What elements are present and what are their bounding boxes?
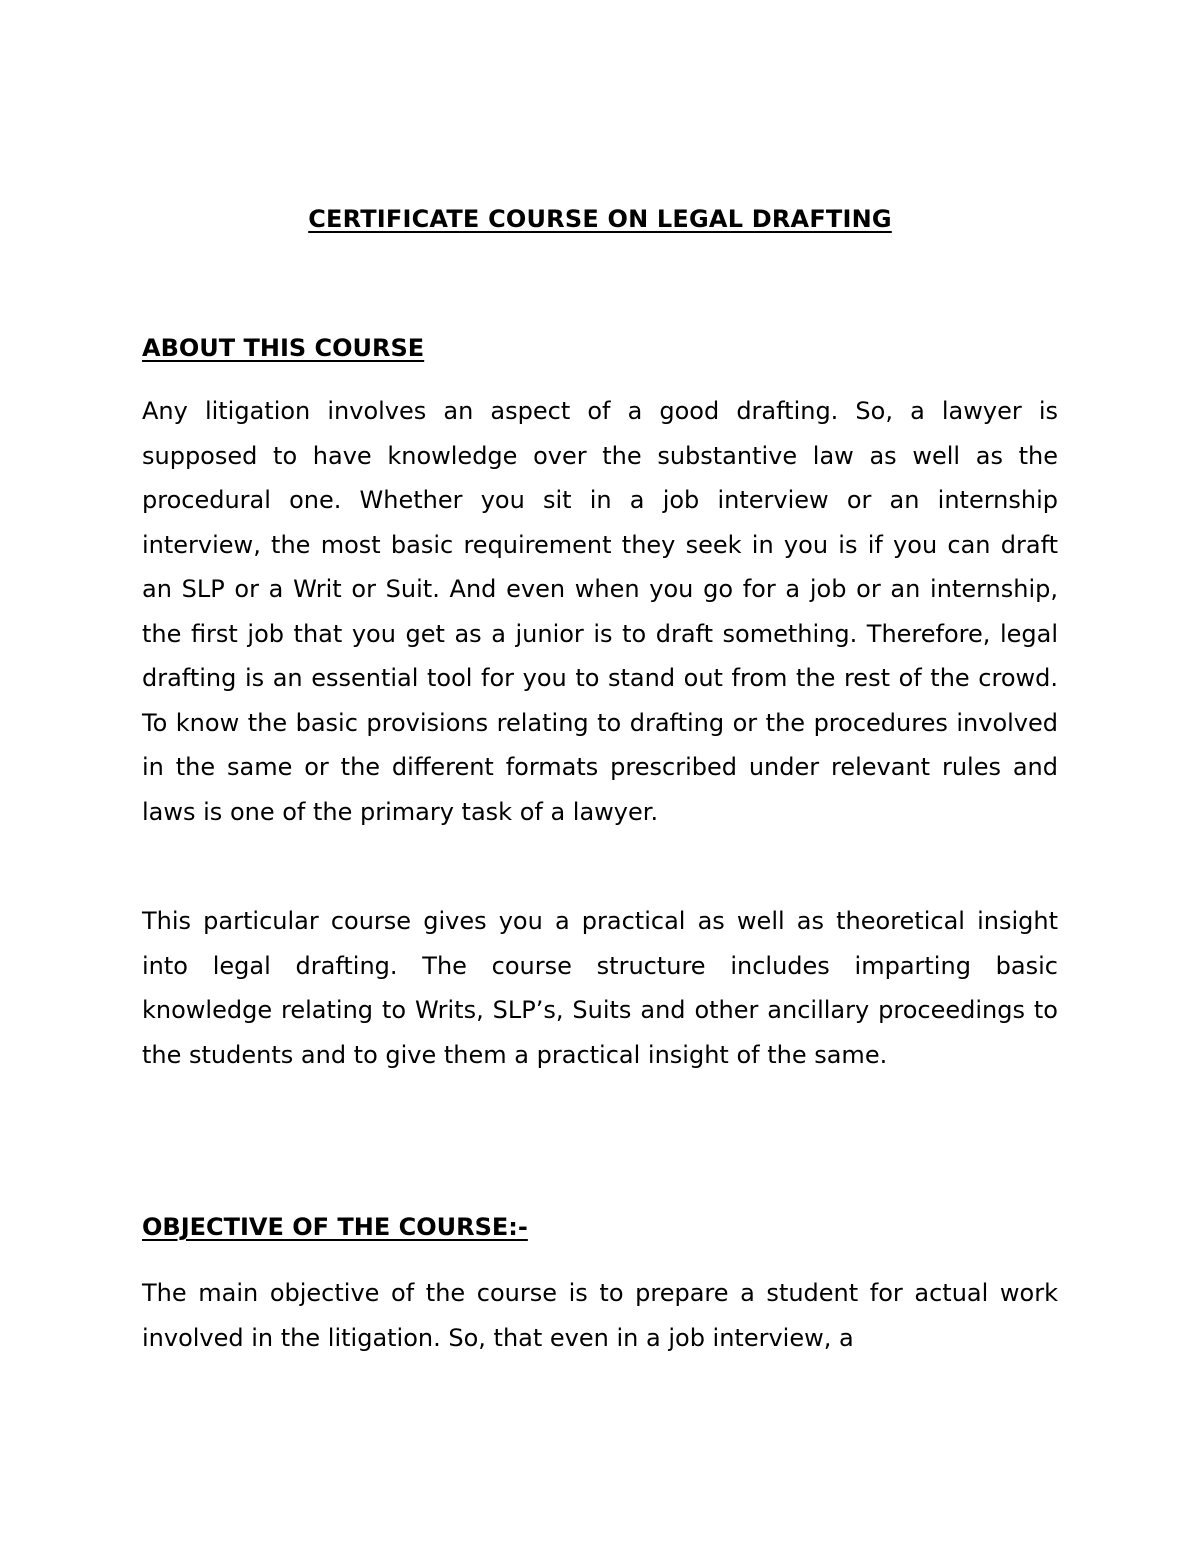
about-paragraph-1: Any litigation involves an aspect of a good drafting. So, a lawyer is supposed to have knowledge over the substantive law as well as the procedural one. Whether you sit in a job interview or an internship interview, the most basic requirement they seek in you is if you can draft an SLP or a Writ or Suit. And even when you go for a job or an internship, the first job that you get as a junior is to draft something. Therefore, legal drafting is an essential tool for you to stand out from the rest of the crowd. To know the basic provisions relating to drafting or the procedures involved in the same or the different formats prescribed under relevant rules and laws is one of the primary task of a lawyer. <box>142 397 1058 826</box>
objective-paragraph-1: The main objective of the course is to prepare a student for actual work involved in the litigation. So, that even in a job interview, a <box>142 1279 1058 1352</box>
section-heading-about: ABOUT THIS COURSE <box>142 334 425 362</box>
document-title: CERTIFICATE COURSE ON LEGAL DRAFTING <box>308 205 892 233</box>
section-heading-objective: OBJECTIVE OF THE COURSE:- <box>142 1213 528 1241</box>
about-paragraph-2: This particular course gives you a practical as well as theoretical insight into legal drafting. The course structure includes imparting basic knowledge relating to Writs, SLP’s, Suits and other ancillary proceedings to the students and to give them a practical insight of the same. <box>142 907 1058 1069</box>
